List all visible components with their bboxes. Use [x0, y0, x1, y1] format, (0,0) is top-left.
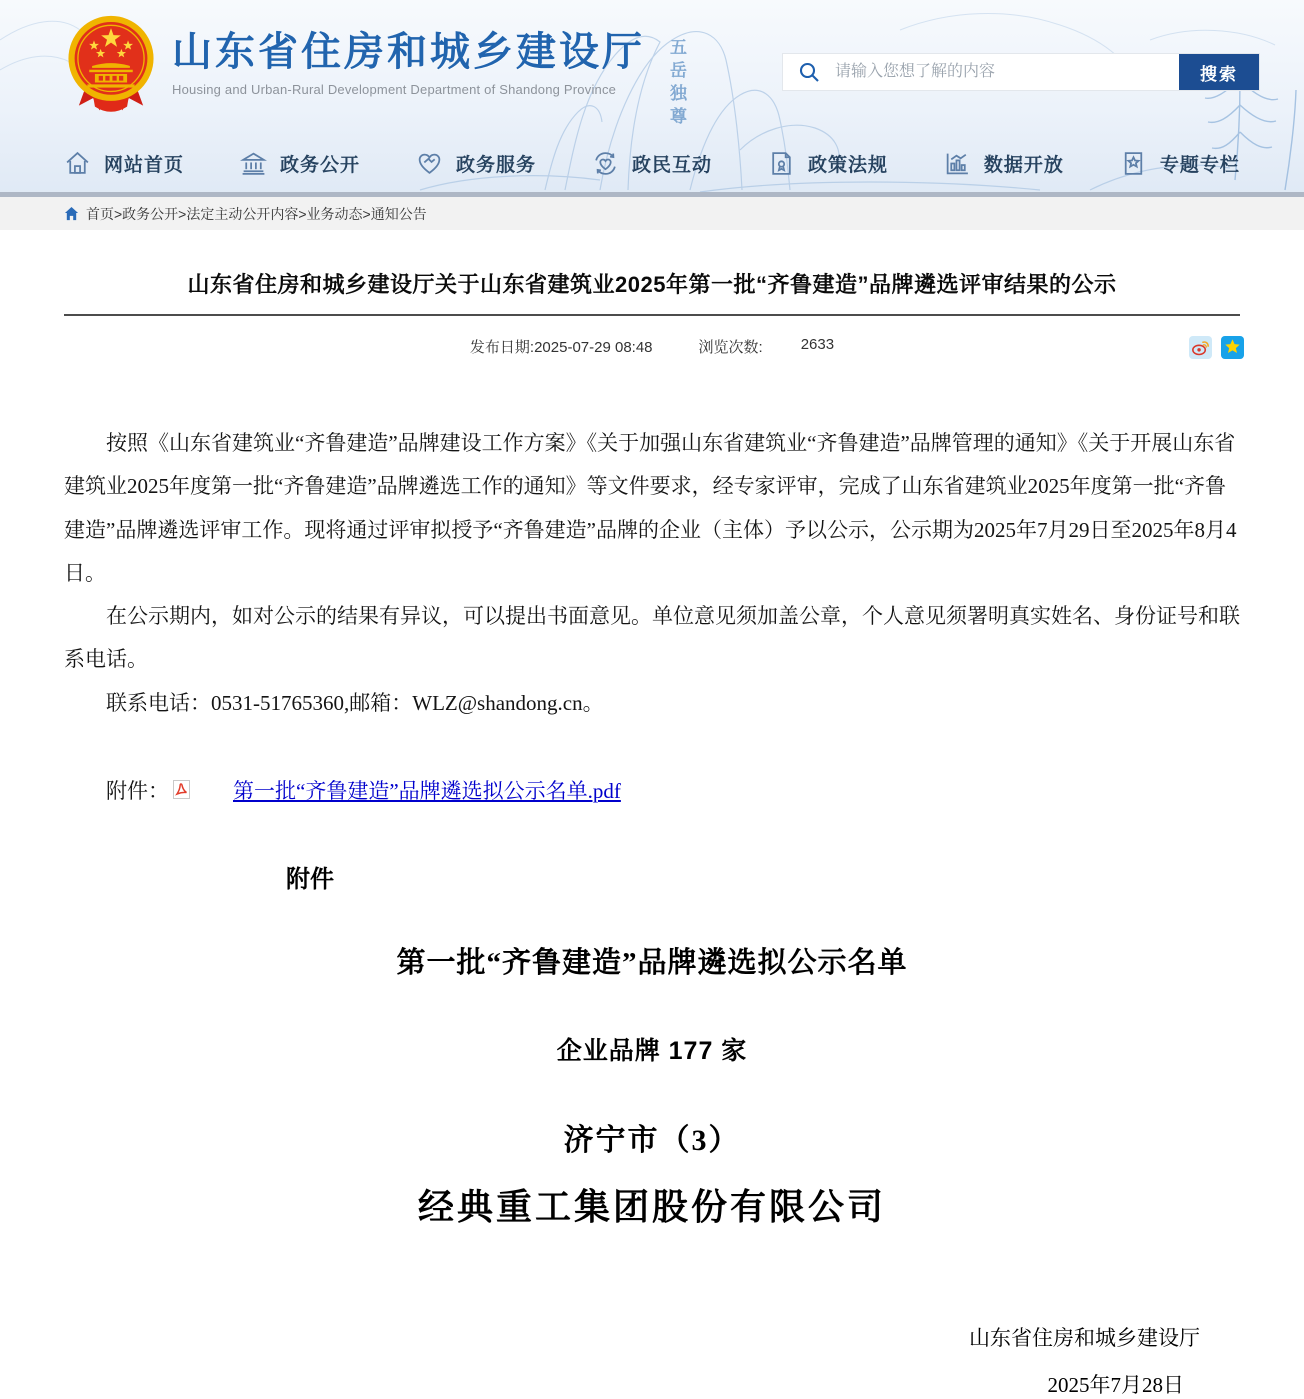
document-subtitle: 企业品牌 177 家 — [556, 1036, 748, 1065]
main-nav — [64, 135, 1240, 192]
bank-icon — [240, 150, 267, 177]
nav-label: 网站首页 — [104, 155, 185, 176]
article-content — [0, 268, 1304, 1399]
article-title: 山东省住房和城乡建设厅关于山东省建筑业2025年第一批“齐鲁建造”品牌遴选评审结果的公示 — [187, 272, 1117, 297]
nav-item-public-interaction[interactable] — [592, 150, 712, 177]
header-divider — [0, 192, 1304, 197]
interaction-icon — [592, 150, 619, 177]
city-heading: 济宁市（3） — [563, 1123, 741, 1157]
article-meta — [64, 336, 1240, 362]
national-emblem-logo — [62, 13, 160, 117]
article-body — [64, 422, 1240, 725]
site-subtitle: Housing and Urban-Rural Development Department of Shandong Province — [172, 82, 617, 97]
art-inscription: 五岳独尊 — [667, 38, 686, 130]
document-title: 第一批“齐鲁建造”品牌遴选拟公示名单 — [396, 946, 908, 979]
attachment-row — [64, 775, 1240, 805]
nav-label: 专题专栏 — [1159, 155, 1240, 176]
nav-label: 政务公开 — [279, 155, 360, 176]
site-header — [0, 0, 1304, 197]
search-button[interactable]: 搜索 — [1179, 54, 1259, 90]
nav-label: 政民互动 — [631, 155, 712, 176]
qzone-share-icon[interactable] — [1221, 336, 1244, 359]
document-preview — [64, 859, 1240, 1399]
pdf-file-icon — [173, 780, 190, 799]
special-column-icon — [1120, 150, 1147, 177]
attachment-link[interactable]: 第一批“齐鲁建造”品牌遴选拟公示名单.pdf — [233, 778, 621, 803]
nav-item-gov-disclosure[interactable] — [240, 150, 360, 177]
signature-org: 山东省住房和城乡建设厅 — [969, 1325, 1200, 1350]
views-count: 2633 — [800, 336, 835, 353]
nav-item-policies[interactable] — [768, 150, 888, 177]
site-title: 山东省住房和城乡建设厅 — [172, 30, 645, 74]
breadcrumb-home-icon — [64, 206, 79, 221]
attachment-label: 附件： — [106, 778, 169, 803]
search-bar — [782, 53, 1260, 91]
search-input[interactable] — [835, 54, 1179, 90]
breadcrumb — [0, 197, 1304, 230]
company-name: 经典重工集团股份有限公司 — [417, 1186, 886, 1227]
nav-item-open-data[interactable] — [944, 150, 1064, 177]
policy-doc-icon — [768, 150, 795, 177]
data-chart-icon — [944, 150, 971, 177]
signature-block — [64, 1322, 1240, 1399]
header-row — [0, 0, 1304, 135]
nav-item-home[interactable] — [64, 150, 184, 177]
views-label: 浏览次数: — [698, 339, 763, 356]
paragraph-2: 在公示期内，如对公示的结果有异议，可以提出书面意见。单位意见须加盖公章，个人意见须署明真实姓名、身份证号和联系电话。 — [64, 604, 1240, 672]
nav-label: 数据开放 — [983, 155, 1064, 176]
search-icon — [783, 54, 835, 90]
annex-label: 附件 — [286, 865, 334, 893]
publish-date: 发布日期:2025-07-29 08:48 — [469, 339, 653, 356]
paragraph-3: 联系电话：0531-51765360,邮箱：WLZ@shandong.cn。 — [106, 690, 604, 715]
nav-item-special-columns[interactable] — [1120, 150, 1240, 177]
nav-label: 政策法规 — [807, 155, 888, 176]
signature-date: 2025年7月28日 — [1047, 1372, 1184, 1397]
title-divider — [64, 314, 1240, 316]
nav-item-gov-services[interactable] — [416, 150, 536, 177]
weibo-share-icon[interactable] — [1189, 336, 1212, 359]
paragraph-1: 按照《山东省建筑业“齐鲁建造”品牌建设工作方案》《关于加强山东省建筑业“齐鲁建造”品牌管理的通知》《关于开展山东省建筑业2025年度第一批“齐鲁建造”品牌遴选工作的通知》等文件要求，经专家评审，完成了山东省建筑业2025年度第一批“齐鲁建造”品牌遴选评审工作。现将通过评审拟授予“齐鲁建造”品牌的企业（主体）予以公示，公示期为2025年7月29日至2025年8月4日。 — [64, 431, 1237, 585]
nav-label: 政务服务 — [455, 155, 536, 176]
handshake-icon — [416, 150, 443, 177]
breadcrumb-path[interactable]: 首页>政务公开>法定主动公开内容>业务动态>通知公告 — [86, 205, 427, 222]
home-icon — [64, 150, 91, 177]
